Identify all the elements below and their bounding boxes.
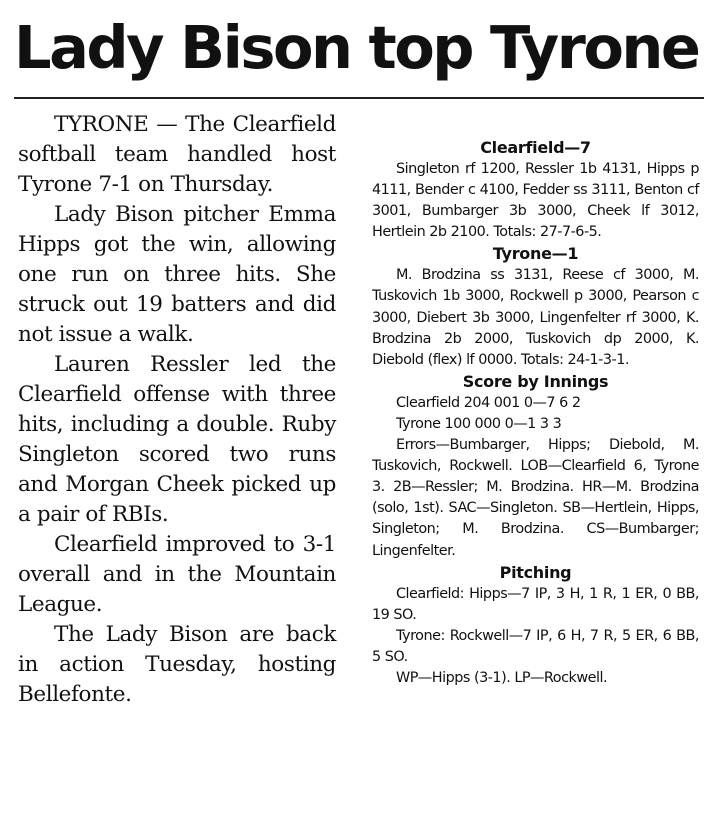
- innings-heading: Score by Innings: [462, 371, 609, 391]
- pitching-line: Tyrone: Rockwell—7 IP, 6 H, 7 R, 5 ER, 6 BB, 5 SO.: [372, 627, 699, 665]
- story-paragraph: Clearfield improved to 3-1 overall and in the Mountain League.: [18, 532, 336, 617]
- team1-lineup: Singleton rf 1200, Ressler 1b 4131, Hipps p 4111, Bender c 4100, Fedder ss 3111, Benton cf 3001, Bumbarger 3b 3000, Cheek lf 3012, Hertlein 2b 2100. Totals: 27-7-6-5.: [372, 161, 699, 241]
- team1-heading: Clearfield—7: [480, 138, 591, 157]
- innings-line: Clearfield 204 001 0—7 6 2: [396, 394, 581, 411]
- story-column: [18, 110, 336, 710]
- pitching-line: WP—Hipps (3-1). LP—Rockwell.: [396, 669, 608, 686]
- team2-lineup: M. Brodzina ss 3131, Reese cf 3000, M. Tuskovich 1b 3000, Rockwell p 3000, Pearson c 3000, Diebert 3b 3000, Lingenfelter rf 3000, K. Brodzina 2b 2000, Tuskovich dp 2000, K. Diebold (flex) lf 0000. Totals: 24-1-3-1.: [372, 267, 699, 368]
- game-notes: Errors—Bumbarger, Hipps; Diebold, M. Tuskovich, Rockwell. LOB—Clearfield 6, Tyrone 3. 2B—Ressler; M. Brodzina. HR—M. Brodzina (solo, 1st). SAC—Singleton. SB—Hertlein, Hipps, Singleton; M. Brodzina. CS—Bumbarger; Lingenfelter.: [372, 437, 699, 559]
- pitching-line: Clearfield: Hipps—7 IP, 3 H, 1 R, 1 ER, 0 BB, 19 SO.: [372, 585, 699, 623]
- headline: Lady Bison top Tyrone: [14, 13, 699, 82]
- innings-line: Tyrone 100 000 0—1 3 3: [396, 415, 562, 432]
- boxscore: [372, 137, 699, 689]
- story-paragraph: Lauren Ressler led the Clearfield offense with three hits, including a double. Ruby Singleton scored two runs and Morgan Cheek picked up a pair of RBIs.: [18, 352, 336, 527]
- story-paragraph: Lady Bison pitcher Emma Hipps got the win, allowing one run on three hits. She struck out 19 batters and did not issue a walk.: [18, 202, 336, 347]
- headline-rule: [14, 97, 704, 99]
- story-paragraph: The Lady Bison are back in action Tuesday, hosting Bellefonte.: [18, 622, 336, 707]
- pitching-heading: Pitching: [499, 562, 572, 582]
- story-paragraph: TYRONE — The Clearfield softball team handled host Tyrone 7-1 on Thursday.: [18, 112, 336, 197]
- team2-heading: Tyrone—1: [492, 244, 579, 264]
